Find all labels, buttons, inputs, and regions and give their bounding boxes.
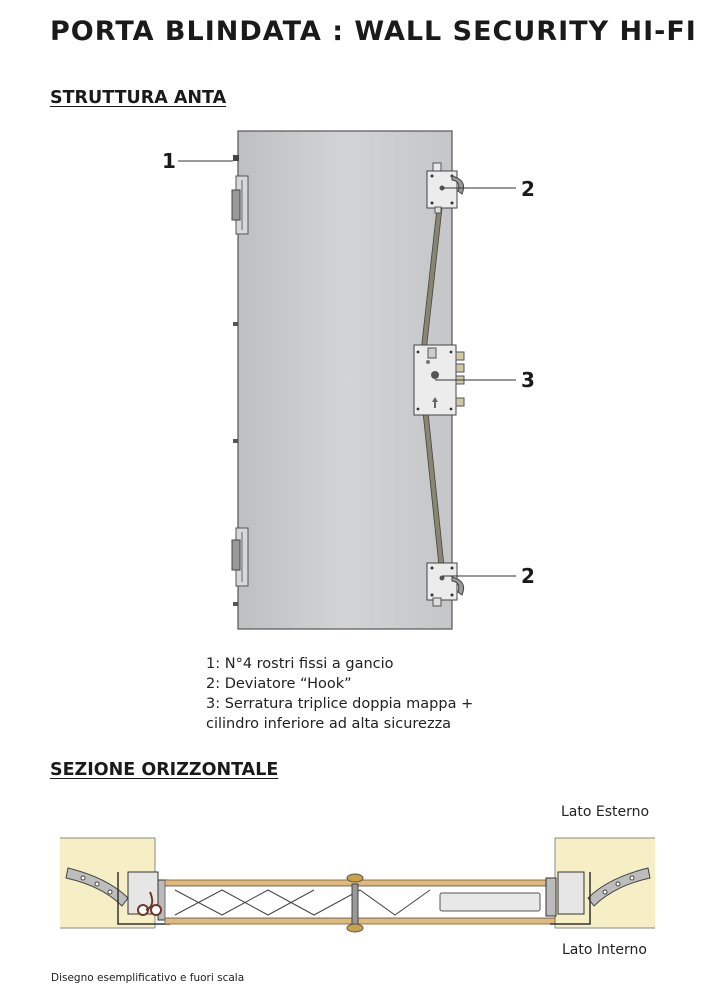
label-inside: Lato Interno	[562, 942, 647, 958]
fixed-pin	[233, 439, 238, 443]
deviator-bottom	[427, 563, 464, 606]
legend-item-1: 1: N°4 rostri fissi a gancio	[206, 656, 394, 672]
legend-item-2: 2: Deviatore “Hook”	[206, 676, 352, 692]
callout-2-bottom: 2	[521, 564, 535, 588]
fixed-pin	[233, 602, 238, 606]
legend-item-3: 3: Serratura triplice doppia mappa +	[206, 696, 474, 712]
page-title: PORTA BLINDATA : WALL SECURITY HI-FI	[50, 16, 697, 47]
label-outside: Lato Esterno	[561, 804, 650, 820]
horizontal-section-diagram	[0, 820, 705, 935]
legend	[206, 654, 473, 734]
section-heading-horizontal-section: SEZIONE ORIZZONTALE	[50, 760, 279, 780]
footnote: Disegno esemplificativo e fuori scala	[51, 972, 245, 984]
callout-3: 3	[521, 368, 535, 392]
callout-2-top: 2	[521, 177, 535, 201]
hinge-bottom	[232, 528, 248, 586]
section-heading-door-structure: STRUTTURA ANTA	[50, 88, 227, 108]
callout-1: 1	[162, 149, 176, 173]
door-leaf-section	[165, 874, 555, 932]
fixed-pin	[233, 322, 238, 326]
door-structure-diagram	[0, 120, 705, 640]
legend-item-3-cont: cilindro inferiore ad alta sicurezza	[206, 716, 452, 732]
